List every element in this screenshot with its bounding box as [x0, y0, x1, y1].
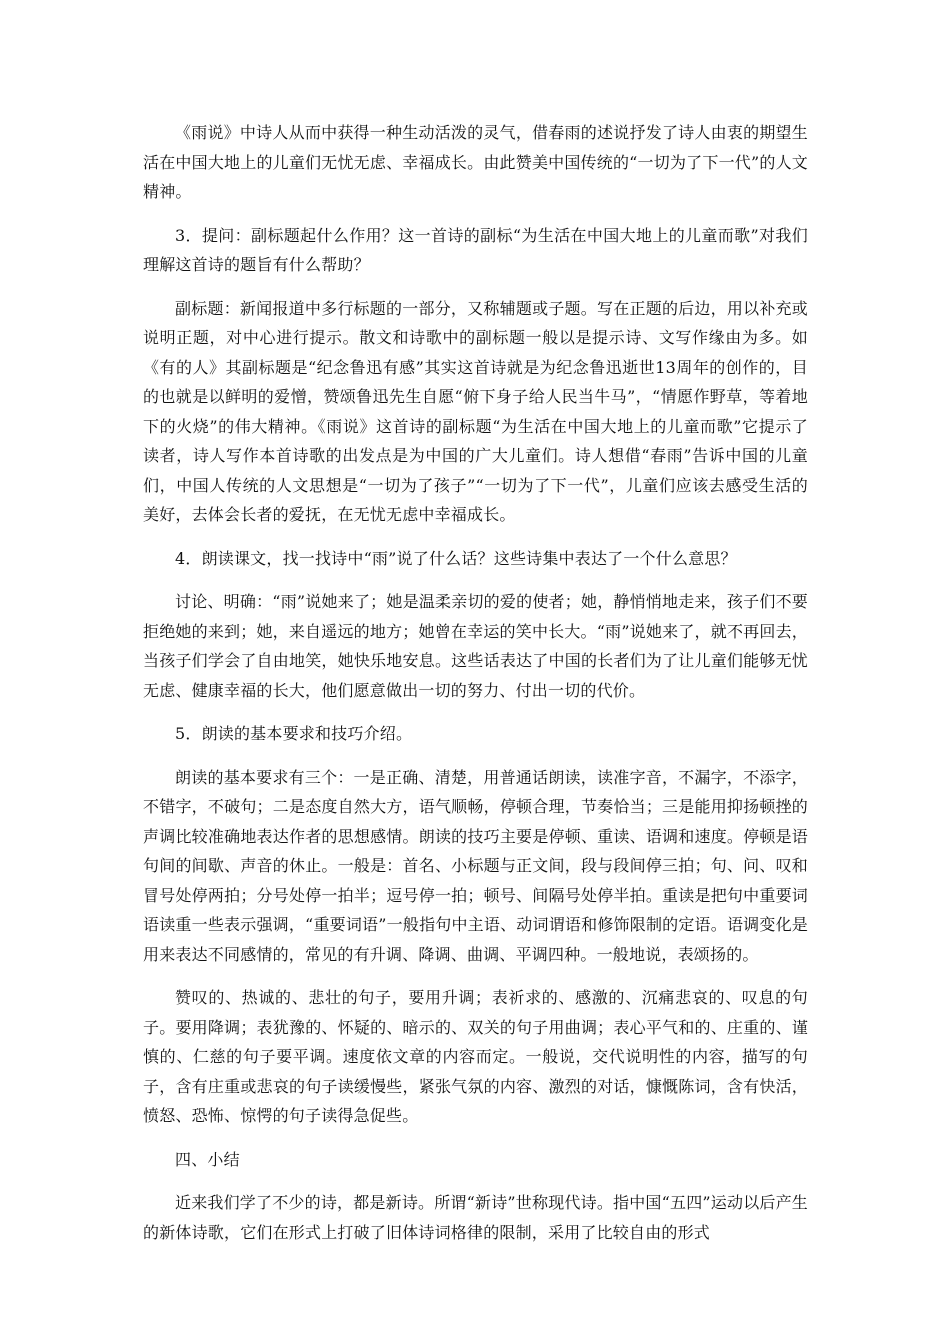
paragraph-discussion: 讨论、明确：“雨”说她来了；她是温柔亲切的爱的使者；她，静悄悄地走来，孩子们不要拒绝她的来到；她，来自遥远的地方；她曾在幸运的笑中长大。“雨”说她来了，就不再回去，当孩子们学会了自由地笑，她快乐地安息。这些话表达了中国的长者们为了让儿童们能够无忧无虑、健康幸福的长大，他们愿意做出一切的努力、付出一切的代价。 [143, 592, 808, 700]
paragraph-yushuo-summary: 《雨说》中诗人从而中获得一种生动活泼的灵气，借春雨的述说抒发了诗人由衷的期望生活在中国大地上的儿童们无忧无虑、幸福成长。由此赞美中国传统的“一切为了下一代”的人文精神。 [143, 123, 808, 201]
paragraph-question-3: 3．提问：副标题起什么作用？这一首诗的副标“为生活在中国大地上的儿童而歌”对我们理解这首诗的题旨有什么帮助？ [143, 225, 808, 274]
paragraph-question-4: 4．朗读课文，找一找诗中“雨”说了什么话？这些诗集中表达了一个什么意思？ [175, 548, 737, 568]
section-heading-summary: 四、小结 [175, 1149, 240, 1169]
paragraph-reading-requirements: 朗读的基本要求有三个：一是正确、清楚，用普通话朗读，读准字音，不漏字，不添字，不错字，不破句；二是态度自然大方，语气顺畅，停顿合理，节奏恰当；三是能用抑扬顿挫的声调比较准确地表达作者的思想感情。朗读的技巧主要是停顿、重读、语调和速度。停顿是语句间的间歇、声音的休止。一般是：首名、小标题与正文间，段与段间停三拍；句、问、叹和冒号处停两拍；分号处停一拍半；逗号停一拍；顿号、间隔号处停半拍。重读是把句中重要词语读重一些表示强调，“重要词语”一般指句中主语、动词谓语和修饰限制的定语。语调变化是用来表达不同感情的，常见的有升调、降调、曲调、平调四种。一般地说，表颂扬的。 [143, 767, 808, 964]
document-page [143, 118, 808, 1261]
paragraph-intonation: 赞叹的、热诚的、悲壮的句子，要用升调；表祈求的、感激的、沉痛悲哀的、叹息的句子。要用降调；表犹豫的、怀疑的、暗示的、双关的句子用曲调；表心平气和的、庄重的、谨慎的、仁慈的句子要平调。速度依文章的内容而定。一般说，交代说明性的内容，描写的句子，含有庄重或悲哀的句子读缓慢些，紧张气氛的内容、激烈的对话，慷慨陈词，含有快活，愤怒、恐怖、惊愕的句子读得急促些。 [143, 988, 808, 1125]
paragraph-item-5: 5．朗读的基本要求和技巧介绍。 [175, 724, 413, 743]
paragraph-new-poetry: 近来我们学了不少的诗，都是新诗。所谓“新诗”世称现代诗。指中国“五四”运动以后产生的新体诗歌，它们在形式上打破了旧体诗词格律的限制，采用了比较自由的形式 [143, 1193, 808, 1242]
paragraph-subtitle-explanation: 副标题：新闻报道中多行标题的一部分，又称辅题或子题。写在正题的后边，用以补充或说明正题，对中心进行提示。散文和诗歌中的副标题一般以是提示诗、文写作缘由为多。如《有的人》其副标题是“纪念鲁迅有感”其实这首诗就是为纪念鲁迅逝世13周年的创作的，目的也就是以鲜明的爱憎，赞颂鲁迅先生自愿“俯下身子给人民当牛马”，“情愿作野草，等着地下的火烧”的伟大精神。《雨说》这首诗的副标题“为生活在中国大地上的儿童而歌”它提示了读者，诗人写作本首诗歌的出发点是为中国的广大儿童们。诗人想借“春雨”告诉中国的儿童们，中国人传统的人文思想是“一切为了孩子”“一切为了下一代”，儿童们应该去感受生活的美好，去体会长者的爱抚，在无忧无虑中幸福成长。 [143, 298, 808, 524]
